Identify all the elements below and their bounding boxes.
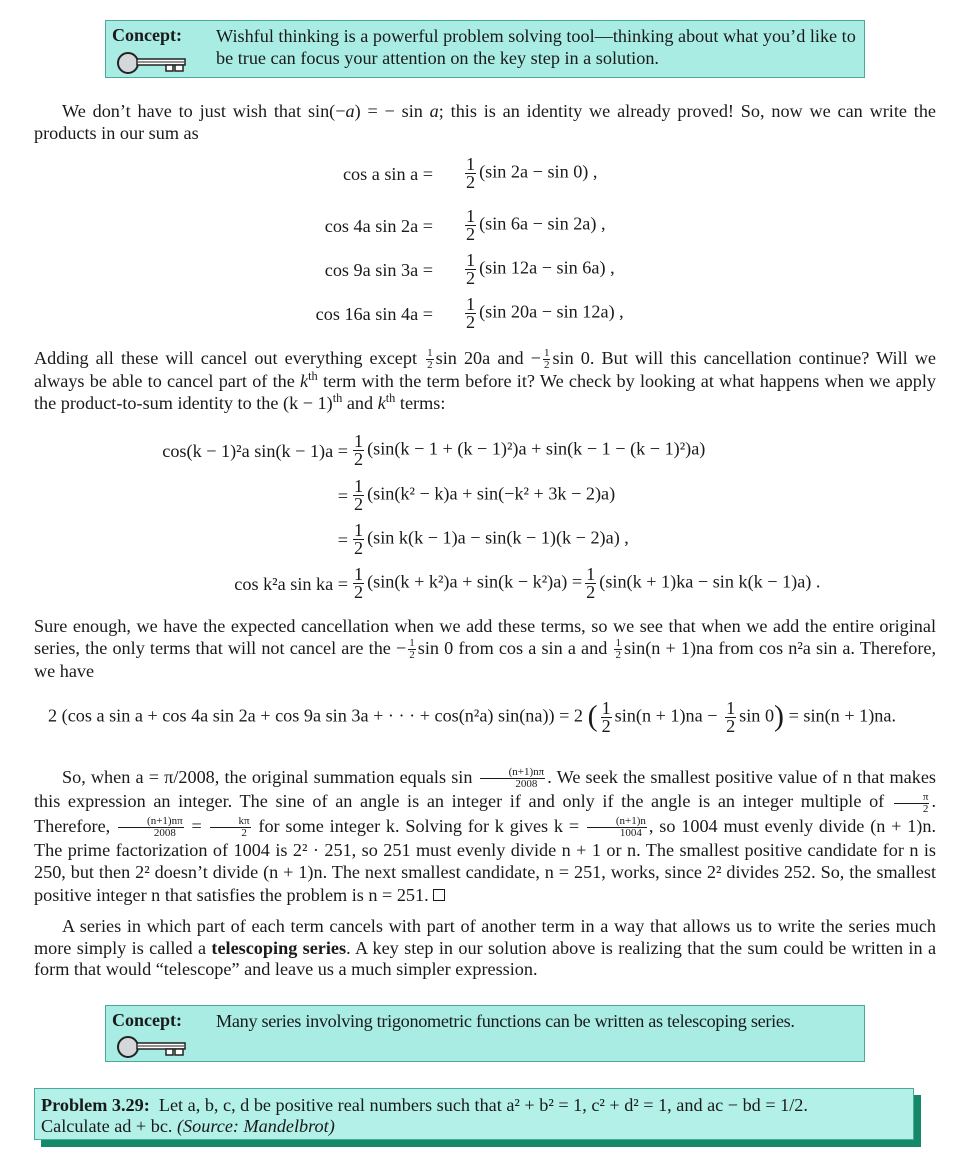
text-run: ; this is an identity we already proved! So, now we can write the products in our sum as <box>34 101 936 143</box>
fraction <box>353 522 364 557</box>
text-run: Adding all these will cancel out everything except <box>34 348 418 368</box>
superscript: th <box>332 391 343 406</box>
problem-line-1 <box>41 1095 907 1116</box>
left-paren: ( <box>587 699 598 733</box>
text-run: , so 1004 must evenly divide (n + 1)n. The prime factorization of 1004 is 2² · 251, so 251 must evenly divide n + 1 or n. The smallest positive candidate for n is 250, but then 2² doesn’t divide (n + 1)n. The next smallest candidate, n = 251, works, since 2² divides 252. So, the smallest positive integer n that satisfies the problem is n = 251. <box>34 815 937 905</box>
equation-row <box>350 433 705 468</box>
numerator: 1 <box>466 250 476 270</box>
denominator: 2 <box>241 826 247 839</box>
denominator: 2 <box>601 716 611 736</box>
numerator: π <box>894 792 930 804</box>
text-run: A series in which part of each term cancels with part of another term in a way that allows us to write the series much more simply is called a <box>34 916 936 958</box>
equation-row <box>462 296 624 331</box>
concept-text: Wishful thinking is a powerful problem solving tool—thinking about what you’d like to be true can focus your attention on the key step in a solution. <box>216 26 856 68</box>
paragraph-solution <box>34 766 936 906</box>
concept-box-telescoping <box>105 1005 865 1062</box>
equation-lhs: = <box>337 530 348 550</box>
text-run: Sure enough, we have the expected cancellation when we add these terms, so we see that when we add the entire original series, the only terms that will not cancel are the − <box>34 616 936 658</box>
paragraph-identity <box>34 101 936 144</box>
small-fraction <box>480 767 546 790</box>
equation-lhs: cos 9a sin 3a = <box>324 260 433 280</box>
equation-row <box>338 530 348 552</box>
equation-rhs: (sin 12a − sin 6a) , <box>479 257 615 278</box>
denominator: 2 <box>615 648 621 661</box>
denominator: 2 <box>466 312 476 332</box>
equation-row <box>462 156 597 191</box>
text-run: sin 0. But will this cancellation continue? Will we always be able to cancel part of the <box>34 348 936 392</box>
equation-lhs: cos a sin a = <box>342 164 433 184</box>
small-fraction <box>408 638 416 661</box>
right-paren: ) <box>774 699 785 733</box>
paragraph-cancellation <box>34 348 936 414</box>
equation-lhs: cos(k − 1)²a sin(k − 1)a = <box>162 441 348 461</box>
equation-rhs: (sin(k + 1)ka − sin k(k − 1)a) . <box>599 571 821 592</box>
problem-box <box>34 1088 914 1140</box>
numerator: 1 <box>601 698 611 718</box>
fraction <box>353 478 364 513</box>
fraction <box>353 433 364 468</box>
small-fraction <box>587 816 647 839</box>
small-fraction <box>614 638 622 661</box>
equation-lhs: cos k²a sin ka = <box>234 574 348 594</box>
text-run: a <box>345 101 355 121</box>
equation-row <box>350 566 820 601</box>
equation-row <box>343 164 433 186</box>
numerator: 1 <box>354 431 364 451</box>
equation-rhs: (sin 2a − sin 0) , <box>479 161 598 182</box>
text-run: sin 20a and − <box>435 348 541 368</box>
equation-row <box>350 478 615 513</box>
equation-part: = sin(n + 1)na. <box>788 705 896 726</box>
concept-text: Many series involving trigonometric functions can be written as telescoping series. <box>216 1011 795 1031</box>
denominator: 2 <box>466 172 476 192</box>
equation-rhs: (sin(k² − k)a + sin(−k² + 3k − 2)a) <box>367 483 616 504</box>
text-run: term with the term before it? We check by looking at what happens when we apply the product-to-sum identity to the (k − 1) <box>34 371 936 413</box>
problem-text: Let a, b, c, d be positive real numbers such that a² + b² = 1, c² + d² = 1, and ac − bd = 1/2. <box>158 1095 808 1115</box>
text-run: . Therefore, <box>34 791 936 836</box>
denominator: 2008 <box>515 778 538 791</box>
denominator: 1004 <box>619 826 642 839</box>
text-run: . A key step in our solution above is realizing that the sum could be written in a form that would “telescope” and leave us a much simpler expression. <box>34 937 937 979</box>
concept-label: Concept: <box>112 1010 182 1030</box>
problem-label: Problem 3.29: <box>41 1095 150 1115</box>
denominator: 2 <box>354 449 364 469</box>
small-fraction <box>210 816 251 839</box>
text-run: k <box>300 371 309 392</box>
equation-rhs: (sin k(k − 1)a − sin(k − 1)(k − 2)a) , <box>367 527 629 548</box>
key-icon <box>116 51 188 75</box>
denominator: 2 <box>354 582 364 602</box>
equation-row <box>462 208 606 243</box>
small-fraction <box>543 348 551 371</box>
numerator: kπ <box>210 816 251 828</box>
equation-rhs: (sin 6a − sin 2a) , <box>479 213 606 234</box>
fraction <box>465 296 476 331</box>
paragraph-telescoping-definition <box>34 916 936 981</box>
numerator: (n+1)nπ <box>480 767 546 779</box>
equation-row <box>234 574 348 596</box>
small-fraction <box>118 816 184 839</box>
denominator: 2 <box>922 802 929 815</box>
equation-part: 2 (cos a sin a + cos 4a sin 2a + cos 9a sin 3a + · · · + cos(n²a) sin(na)) = 2 <box>48 705 584 726</box>
equation-lhs: cos 16a sin 4a = <box>315 304 433 324</box>
fraction <box>465 208 476 243</box>
fraction <box>601 700 612 735</box>
text-run: ) = − sin <box>354 101 430 121</box>
equation-rhs: (sin 20a − sin 12a) , <box>479 301 624 322</box>
superscript: th <box>308 369 318 384</box>
numerator: 1 <box>615 636 621 649</box>
denominator: 2 <box>726 716 736 736</box>
numerator: 1 <box>354 476 364 496</box>
numerator: 1 <box>466 206 476 226</box>
numerator: 1 <box>726 698 736 718</box>
fraction <box>725 700 736 735</box>
text-run: sin 0 from cos a sin a and <box>417 637 608 658</box>
fraction <box>353 566 364 601</box>
equation-row <box>325 260 433 282</box>
equation-part: sin 0 <box>739 705 775 726</box>
denominator: 2 <box>466 224 476 244</box>
equation-telescoped-sum <box>48 700 896 735</box>
problem-line-2 <box>41 1116 907 1137</box>
equation-lhs: = <box>337 486 348 506</box>
fraction <box>465 156 476 191</box>
problem-text: Calculate ad + bc. <box>41 1116 173 1136</box>
text-run: k <box>377 392 386 413</box>
equation-row <box>338 486 348 508</box>
numerator: 1 <box>543 347 550 360</box>
denominator: 2 <box>409 648 415 661</box>
denominator: 2 <box>354 538 364 558</box>
paragraph-sure-enough <box>34 616 936 682</box>
numerator: (n+1)n <box>587 816 647 828</box>
small-fraction <box>426 348 434 371</box>
concept-box-wishful-thinking <box>105 20 865 78</box>
equation-row <box>162 441 348 463</box>
text-run: and <box>346 392 374 413</box>
qed-box-icon <box>433 889 445 901</box>
equation-row <box>325 216 433 238</box>
text-run: . We seek the smallest positive value of n that makes this expression an integer. The sine of an angle is an integer if and only if the angle is an integer multiple of <box>34 767 936 812</box>
text-run: sin(n + 1)na from cos n²a sin a. Therefore, we have <box>34 637 937 681</box>
term-telescoping-series: telescoping series <box>211 937 347 958</box>
numerator: 1 <box>466 294 476 314</box>
numerator: 1 <box>354 520 364 540</box>
equation-part: sin(n + 1)na − <box>614 705 718 726</box>
denominator: 2 <box>543 359 550 372</box>
fraction <box>465 252 476 287</box>
denominator: 2008 <box>153 826 176 839</box>
equation-rhs: (sin(k − 1 + (k − 1)²)a + sin(k − 1 − (k − 1)²)a) <box>367 438 706 459</box>
numerator: 1 <box>354 564 364 584</box>
denominator: 2 <box>466 268 476 288</box>
equation-row <box>462 252 615 287</box>
text-run: So, when a = π/2008, the original summation equals sin <box>62 767 473 787</box>
text-run: a <box>429 101 439 121</box>
problem-source: (Source: Mandelbrot) <box>177 1116 335 1136</box>
text-run: for some integer k. Solving for k gives k = <box>258 815 580 836</box>
denominator: 2 <box>427 359 433 372</box>
text-run: terms: <box>399 392 446 413</box>
numerator: (n+1)nπ <box>118 816 184 828</box>
key-icon <box>116 1035 188 1059</box>
equation-row <box>350 522 629 557</box>
numerator: 1 <box>586 564 596 584</box>
superscript: th <box>385 391 396 406</box>
denominator: 2 <box>354 494 364 514</box>
numerator: 1 <box>427 347 433 360</box>
equation-row <box>316 304 433 326</box>
fraction <box>585 566 596 601</box>
denominator: 2 <box>586 582 596 602</box>
numerator: 1 <box>409 636 415 649</box>
equation-lhs: cos 4a sin 2a = <box>324 216 433 236</box>
text-run: We don’t have to just wish that sin(− <box>62 101 346 121</box>
concept-label: Concept: <box>112 25 182 45</box>
small-fraction <box>894 792 930 815</box>
text-run: = <box>191 815 202 836</box>
equation-rhs: (sin(k + k²)a + sin(k − k²)a) = <box>367 571 583 592</box>
numerator: 1 <box>466 154 476 174</box>
